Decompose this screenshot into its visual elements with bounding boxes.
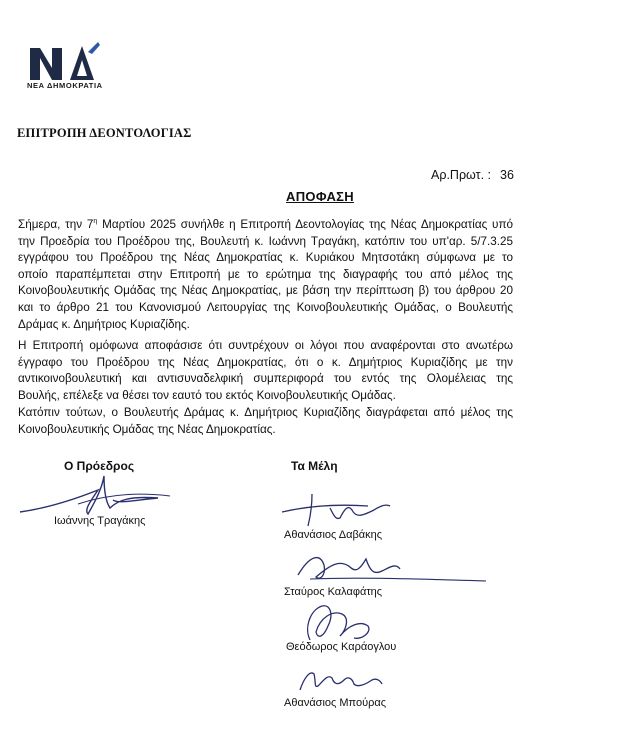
paragraph-decision [18, 338, 513, 404]
paragraph-line: Κατόπιν τούτων, ο Βουλευτής Δράμας κ. Δημήτριος Κυριαζίδης διαγράφεται από μέλος της [18, 406, 513, 419]
member-name: Αθανάσιος Μπούρας [284, 697, 387, 709]
decision-title: ΑΠΟΦΑΣΗ [286, 189, 354, 204]
president-label: Ο Πρόεδρος [64, 459, 135, 473]
protocol-label: Αρ.Πρωτ. : [431, 168, 491, 182]
member-name: Αθανάσιος Δαβάκης [284, 529, 383, 541]
committee-heading: ΕΠΙΤΡΟΠΗ ΔΕΟΝΤΟΛΟΓΙΑΣ [17, 126, 192, 140]
member-name: Θεόδωρος Καράογλου [286, 641, 397, 653]
member-name: Σταύρος Καλαφάτης [284, 586, 383, 598]
paragraph-line: αντικοινοβουλευτική και αντισυναδελφική συμπεριφορά του εντός της Ολομέλειας της [18, 372, 513, 386]
member-signature [278, 488, 398, 530]
president-name: Ιωάννης Τραγάκης [54, 515, 146, 527]
paragraph-conclusion [18, 405, 513, 438]
president-signature [18, 470, 178, 520]
paragraph-line: Η Επιτροπή ομόφωνα αποφάσισε ότι συντρέχουν οι λόγοι που αναφέρονται στο ανωτέρω [18, 339, 513, 352]
member-signature [296, 664, 386, 696]
paragraph-line: και το άρθρο 21 του Κανονισμού Λειτουργίας της Κοινοβουλευτικής Ομάδας, ο Βουλευτής [18, 300, 513, 314]
paragraph-line: Βουλής, επέλεξε να θέσει τον εαυτό του εκτός Κοινοβουλευτικής Ομάδας. [18, 388, 396, 402]
paragraph-line: έγγραφο του Προέδρου της Νέας Δημοκρατίας, ότι ο κ. Δημήτριος Κυριαζίδης με την [18, 355, 513, 369]
nd-logo [26, 40, 122, 100]
member-signature [290, 545, 490, 590]
paragraph-line: την Προεδρία του Προέδρου της, Βουλευτή κ. Ιωάννη Τραγάκη, κατόπιν του υπ'αρ. 5/7.3.25 [18, 234, 513, 248]
paragraph-line: Κοινοβουλευτικής Ομάδας της Νέας Δημοκρατίας. [18, 422, 276, 436]
protocol-number [431, 168, 514, 182]
logo-text: ΝΕΑ ΔΗΜΟΚΡΑΤΙΑ [27, 81, 103, 90]
members-label: Τα Μέλη [291, 459, 338, 473]
paragraph-line: εγγράφου του Προέδρου της Νέας Δημοκρατίας κ. Κυριάκου Μητσοτάκη σύμφωνα με το [18, 251, 513, 265]
paragraph-line: Σήμερα, την $7^\eta$ Μαρτίου 2025 συνήλθε η Επιτροπή Δεοντολογίας της Νέας Δημοκρατίας υπό [18, 218, 514, 231]
paragraph-line: οποίο παραπέμπεται στην Επιτροπή με το ερώτημα της διαγραφής του από μέλος της [18, 267, 513, 281]
nd-logo-mark [26, 40, 116, 82]
paragraph-line: Δράμας κ. Δημήτριος Κυριαζίδης. [18, 317, 190, 331]
paragraph-session [18, 217, 513, 333]
protocol-value: 36 [500, 168, 514, 182]
paragraph-line: Κοινοβουλευτικής Ομάδας της Νέας Δημοκρατίας, με βάση την περίπτωση β) του άρθρου 20 [18, 284, 513, 298]
